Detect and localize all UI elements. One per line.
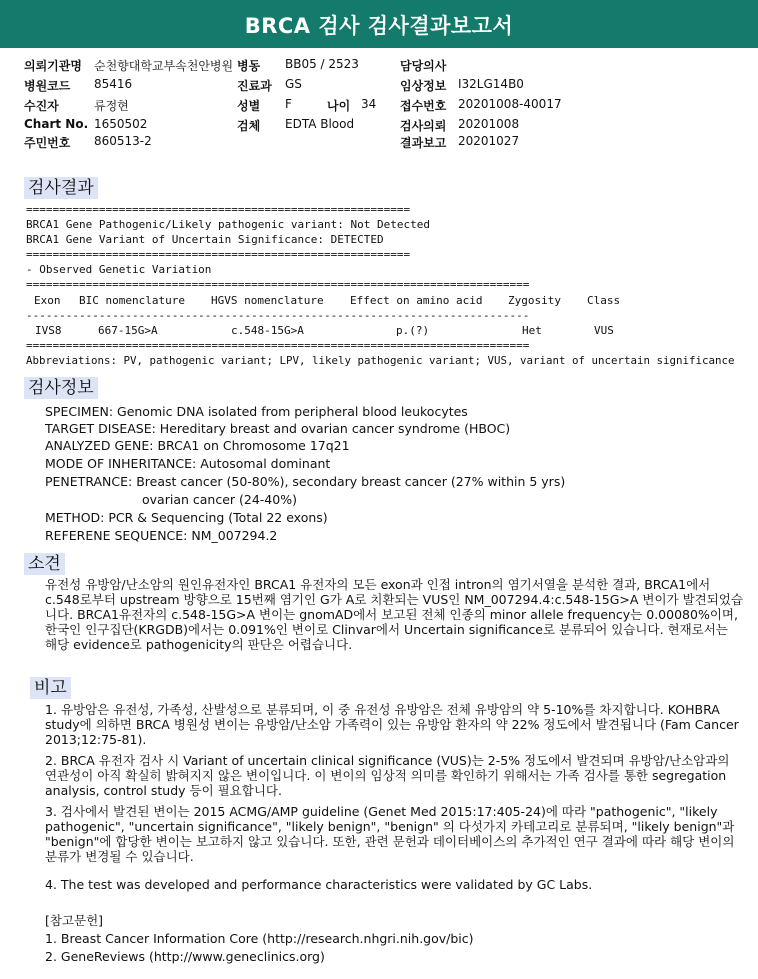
column-header: Zygosity [508,294,561,307]
hospital-value: 순천향대학교부속천안병원 [94,59,234,73]
findings-heading: 소견 [24,553,65,575]
column-header: BIC nomenclature [79,294,185,307]
chart-value: 1650502 [94,117,148,131]
request-label: 검사의뢰 [400,119,447,133]
findings-text: 유전성 유방암/난소암의 원인유전자인 BRCA1 유전자의 모든 exon과 인접 intron의 염기서열을 분석한 결과, BRCA1에서 c.548로부터 upstream 방향으로 15번째 염기인 G가 A로 치환되는 VUS인 NM_007294.4:c.548-15G>A 변이가 발견되었습니다. BRCA1유전자의 c.548-15G>A 변이는 gnomAD에서 보고된 전체 인종의 minor allele frequency는 0.00080%이며, 한국인 인구집단(KRGDB)에서는 0.091%인 변이로 Clinvar에서 Uncertain significance로 분류되어 있습니다. 현재로서는 해당 evidence로 pathogenicity의 판단은 어렵습니다. [45,577,743,652]
penetrance-line: PENETRANCE: Breast cancer (50-80%), secondary breast cancer (27% within 5 yrs) [45,474,566,489]
patient-label: 수진자 [24,99,59,113]
reference-sequence-line: REFERENE SEQUENCE: NM_007294.2 [45,528,278,543]
receipt-label: 접수번호 [400,99,447,113]
dept-value: GS [285,77,302,91]
remark-item: 1. 유방암은 유전성, 가족성, 산발성으로 분류되며, 이 중 유전성 유방암은 전체 유방암의 약 5-10%를 차지합니다. KOHBRA study에 의하면 BRCA 병원성 변이는 유방암/난소암 가족력이 있는 유방암 환자의 약 22% 정도에서 발견됩니다 (Fam Cancer 2013;12:75-81). [45,702,739,747]
report-title-bar [0,0,758,48]
report-title: BRCA 검사 검사결과보고서 [244,14,514,38]
chart-label: Chart No. [24,117,89,131]
vus-result: BRCA1 Gene Variant of Uncertain Significance: DETECTED [26,233,384,246]
results-heading: 검사결과 [24,177,98,199]
column-header: Class [587,294,621,307]
clinical-label: 임상정보 [400,79,447,93]
pathogenic-result: BRCA1 Gene Pathogenic/Likely pathogenic variant: Not Detected [26,218,430,231]
doctor-label: 담당의사 [400,59,447,73]
table-cell: p.(?) [396,324,430,337]
reference-item: 1. Breast Cancer Information Core (http://research.nhgri.nih.gov/bic) [45,931,474,946]
table-divider: ============================================================================ [26,278,530,291]
hospital-code-label: 병원코드 [24,79,71,93]
method-line: METHOD: PCR & Sequencing (Total 22 exons) [45,510,328,525]
hospital-label: 의뢰기관명 [24,59,82,73]
test-info-heading: 검사정보 [24,377,98,399]
receipt-value: 20201008-40017 [458,97,562,111]
penetrance-line-2: ovarian cancer (24-40%) [142,492,297,507]
results-divider: ========================================================== [26,203,411,216]
age-value: 34 [361,97,377,111]
report-date-label: 결과보고 [400,136,447,150]
hospital-code-value: 85416 [94,77,133,91]
target-disease-line: TARGET DISEASE: Hereditary breast and ovarian cancer syndrome (HBOC) [45,421,511,436]
table-divider: ---------------------------------------------------------------------------- [26,309,530,322]
table-cell: VUS [594,324,614,337]
table-cell: c.548-15G>A [231,324,304,337]
results-divider: ========================================================== [26,248,411,261]
column-header: Exon [34,294,61,307]
observed-variation-label: - Observed Genetic Variation [26,263,212,276]
analyzed-gene-line: ANALYZED GENE: BRCA1 on Chromosome 17q21 [45,438,350,453]
ward-label: 병동 [237,59,261,73]
remark-item: 2. BRCA 유전자 검사 시 Variant of uncertain clinical significance (VUS)는 2-5% 정도에서 발견되며 유방암/난소암과의 연관성이 아직 확실히 밝혀지지 않은 변이입니다. 이 변이의 임상적 의미를 확인하기 위해서는 가족 검사를 통한 segregation analysis, control study 등이 필요합니다. [45,753,730,798]
references-heading: [참고문헌] [45,913,104,928]
clinical-value: I32LG14B0 [458,77,524,91]
rrn-value: 860513-2 [94,134,152,148]
age-label: 나이 [327,99,351,113]
ward-value: BB05 / 2523 [285,57,359,71]
remark-item: 3. 검사에서 발견된 변이는 2015 ACMG/AMP guideline (Genet Med 2015:17:405-24)에 따라 "pathogenic", "likely pathogenic", "uncertain significance", "likely benign", "benign" 의 다섯가지 카테고리로 분류되며, "likely benign"과 "benign"에 합당한 변이는 보고하지 않고 있습니다. 또한, 관련 문헌과 데이터베이스의 추가적인 연구 결과에 따라 해당 변이의 분류가 변경될 수 있습니다. [45,804,735,864]
inheritance-line: MODE OF INHERITANCE: Autosomal dominant [45,456,331,471]
dept-label: 진료과 [237,79,272,93]
table-cell: Het [522,324,542,337]
table-divider: ============================================================================ [26,339,530,352]
sex-value: F [285,97,292,111]
report-date-value: 20201027 [458,134,520,148]
patient-value: 류정현 [94,99,129,113]
table-cell: 667-15G>A [98,324,158,337]
remarks-heading: 비고 [30,677,71,699]
remark-item: 4. The test was developed and performance characteristics were validated by GC Labs. [45,877,593,892]
specimen-label: 검체 [237,119,261,133]
specimen-value: EDTA Blood [285,117,355,131]
abbreviations: Abbreviations: PV, pathogenic variant; LPV, likely pathogenic variant; VUS, variant of uncertain significance [26,354,735,367]
table-cell: IVS8 [35,324,62,337]
sex-label: 성별 [237,99,261,113]
column-header: Effect on amino acid [350,294,483,307]
specimen-line: SPECIMEN: Genomic DNA isolated from peripheral blood leukocytes [45,404,468,419]
column-header: HGVS nomenclature [211,294,324,307]
request-value: 20201008 [458,117,520,131]
reference-item: 2. GeneReviews (http://www.geneclinics.org) [45,949,325,964]
rrn-label: 주민번호 [24,136,71,150]
